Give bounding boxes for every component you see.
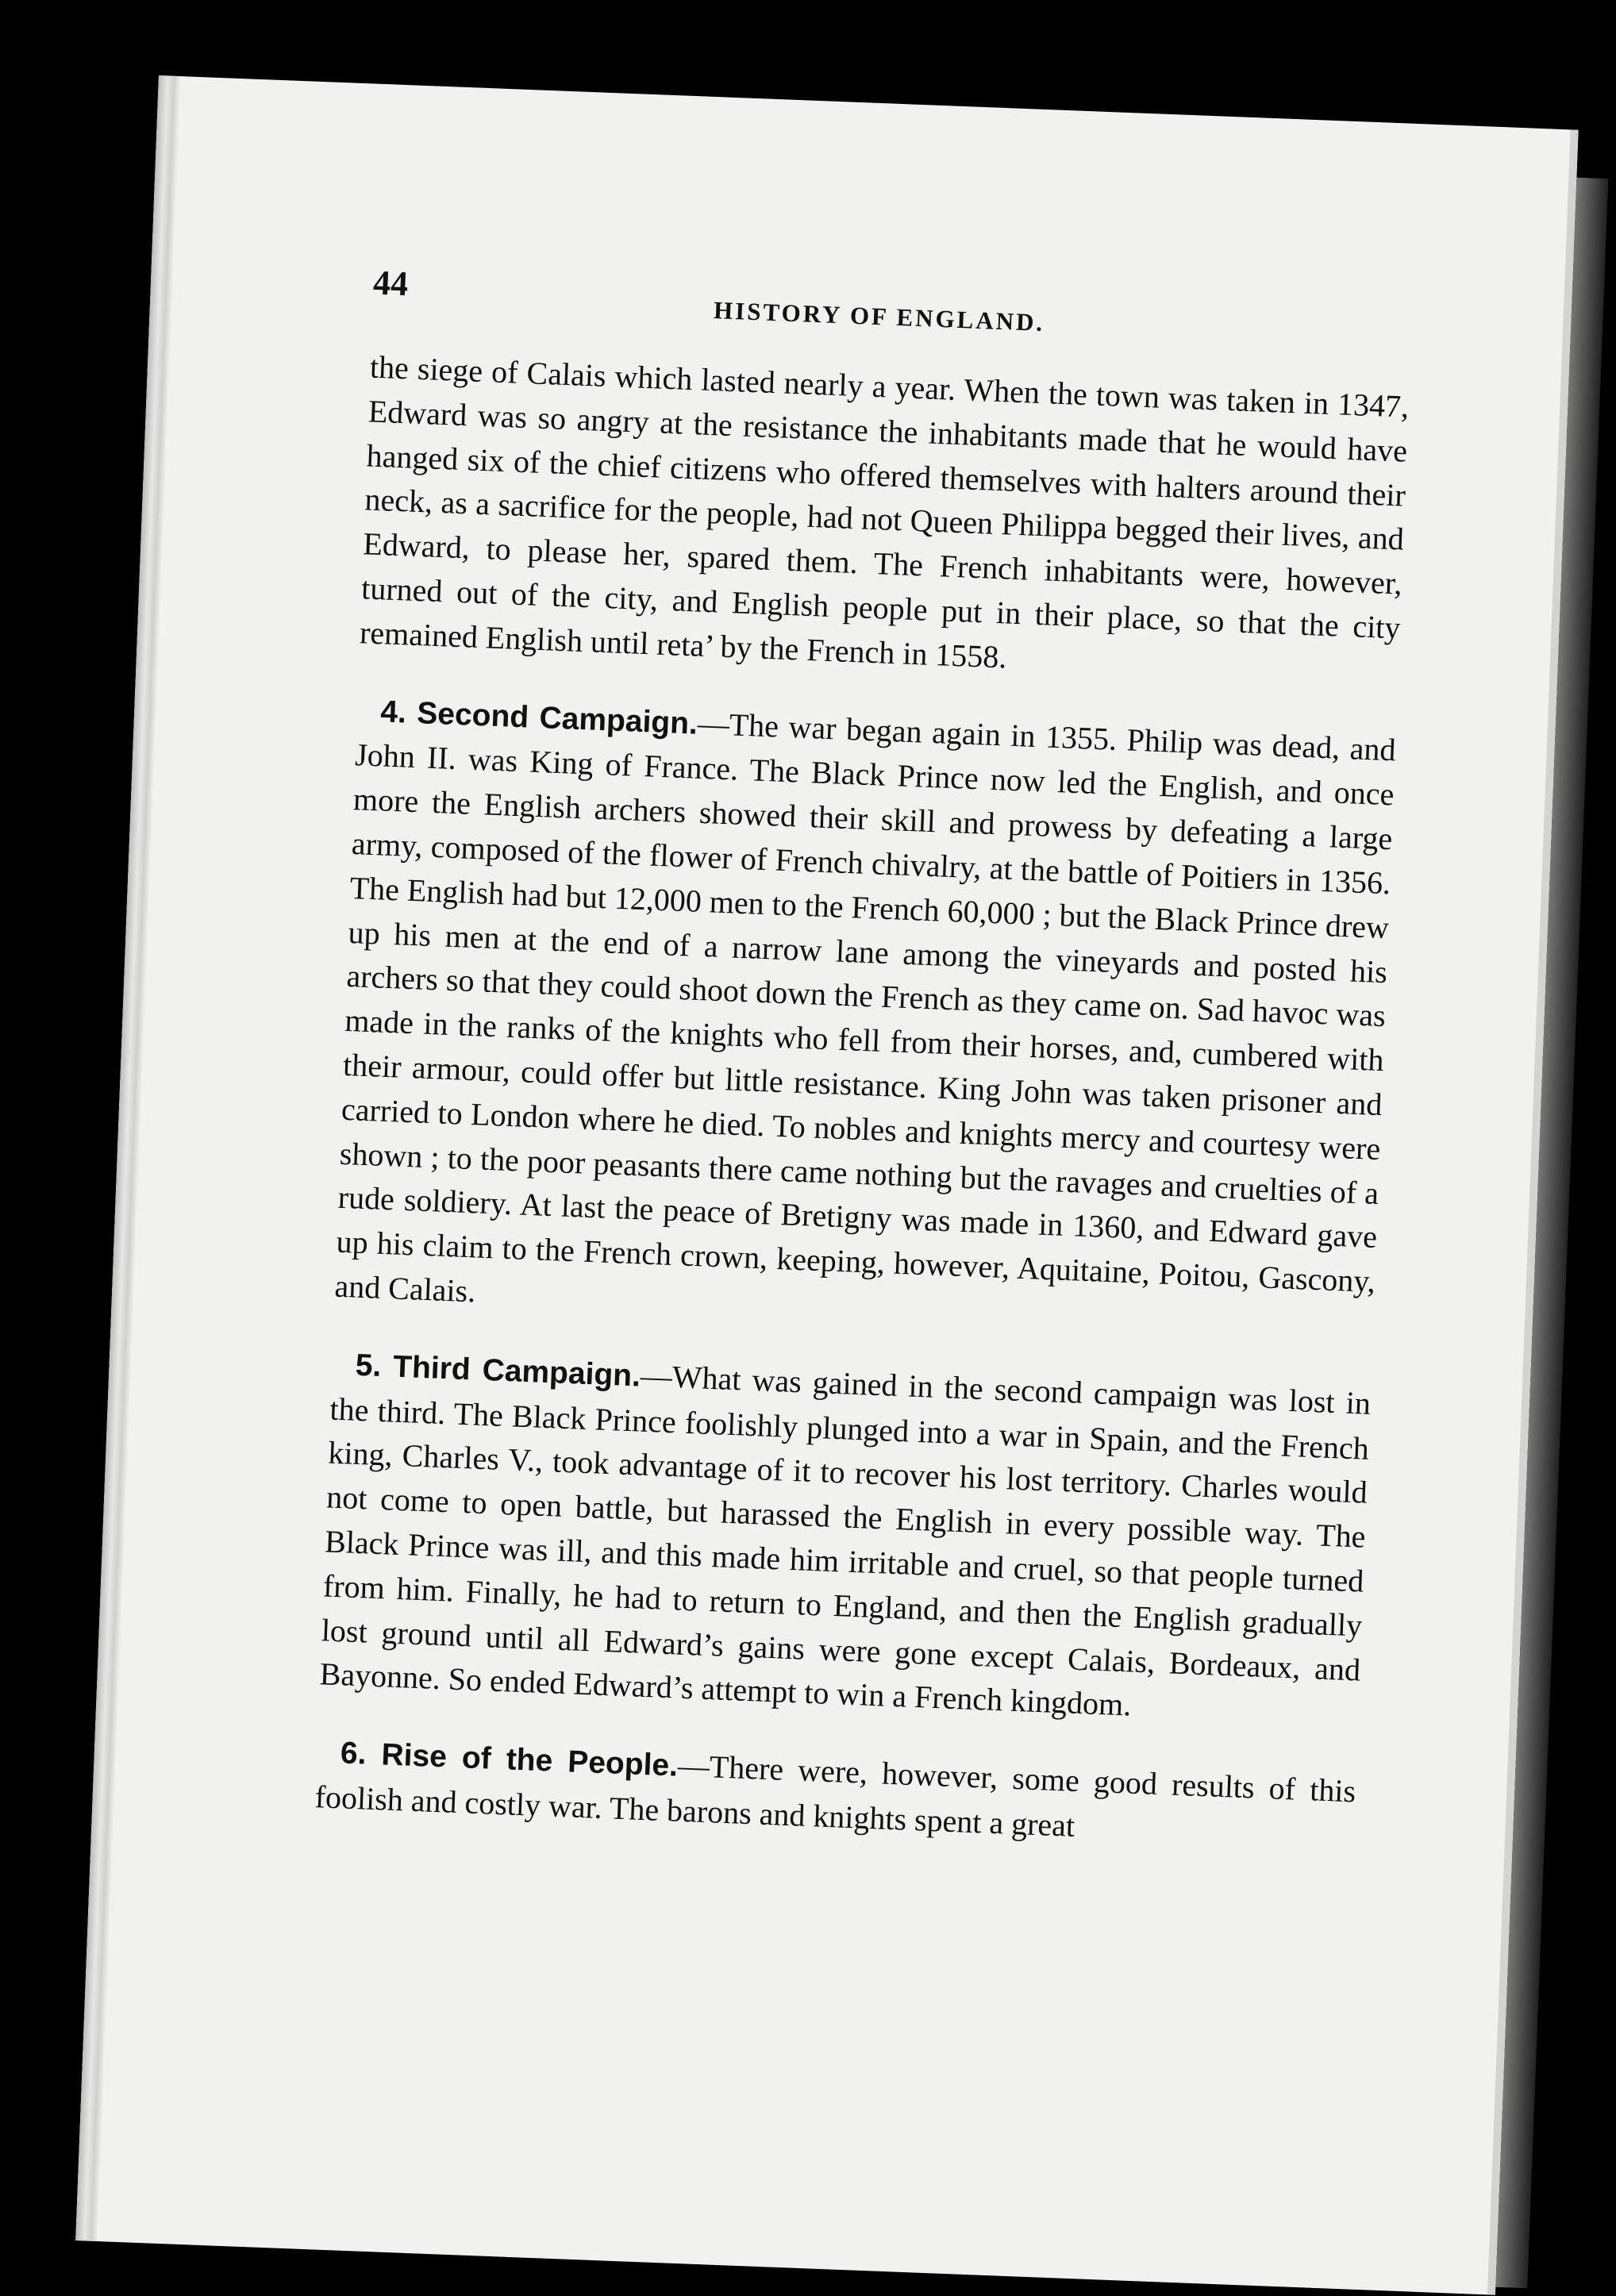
section-third-campaign — [319, 1341, 1372, 1736]
section-heading: 6. Rise of the People. — [340, 1736, 679, 1783]
paragraph-continued: the siege of Calais which lasted nearly a year. When the town was taken in 1347, Edward was so angry at the resistance the inhabitants made that he would have hanged six of the chief citizens who offered themselves with halters around their neck, as a sacrifice for the people, had not Queen Philippa begged their lives, and Edward, to please her, spared them. The French inhabitants were, however, turned out of the city, and English people put in their place, so that the city remained English until reta’ by the French in 1558. — [359, 348, 1410, 675]
section-body: —There were, however, some good results of this foolish and costly war. The barons and knights spent a great — [314, 1747, 1356, 1844]
section-second-campaign — [334, 688, 1397, 1348]
book-page — [75, 75, 1578, 2295]
running-head — [371, 255, 1413, 358]
page-number: 44 — [372, 263, 410, 304]
page-binding-edge — [75, 75, 181, 2241]
page-text — [313, 255, 1413, 1893]
section-rise-of-the-people — [314, 1729, 1356, 1859]
section-heading: 4. Second Campaign. — [379, 694, 698, 741]
running-title: HISTORY OF ENGLAND. — [713, 296, 1045, 337]
section-heading: 5. Third Campaign. — [354, 1348, 641, 1394]
page-shadow-edge — [1495, 178, 1608, 2289]
section-body: —The war began again in 1355. Philip was dead, and John II. was King of France. The Black Prince now led the English, and once more the English archers showed their skill and prowess by defeating a large army, composed of the flower of French chivalry, at the battle of Poitiers in 1356. The English had but 12,000 men to the French 60,000 ; but the Black Prince drew up his men at the end of a narrow lane among the vineyards and posted his archers so that they could shoot down the French as they came on. Sad havoc was made in the ranks of the knights who fell from their horses, and, cumbered with their armour, could offer but little resistance. King John was taken prisoner and carried to London where he died. To nobles and knights mercy and courtesy were shown ; to the poor peasants there came nothing but the ravages and cruelties of a rude soldiery. At last the peace of Bretigny was made in 1360, and Edward gave up his claim to the French crown, keeping, however, Aquitaine, Poitou, Gascony, and Calais. — [333, 705, 1397, 1310]
section-body: —What was gained in the second campaign was lost in the third. The Black Prince foolishly plunged into a war in Spain, and the French king, Charles V., took advantage of it to recover his lost territory. Charles would not come to open battle, but harassed the English in every possible way. The Black Prince was ill, and this made him irritable and cruel, so that people turned from him. Finally, he had to return to England, and then the English gradually lost ground until all Edward’s gains were gone except Calais, Bordeaux, and Bayonne. So ended Edward’s attempt to win a French kingdom. — [318, 1357, 1372, 1723]
